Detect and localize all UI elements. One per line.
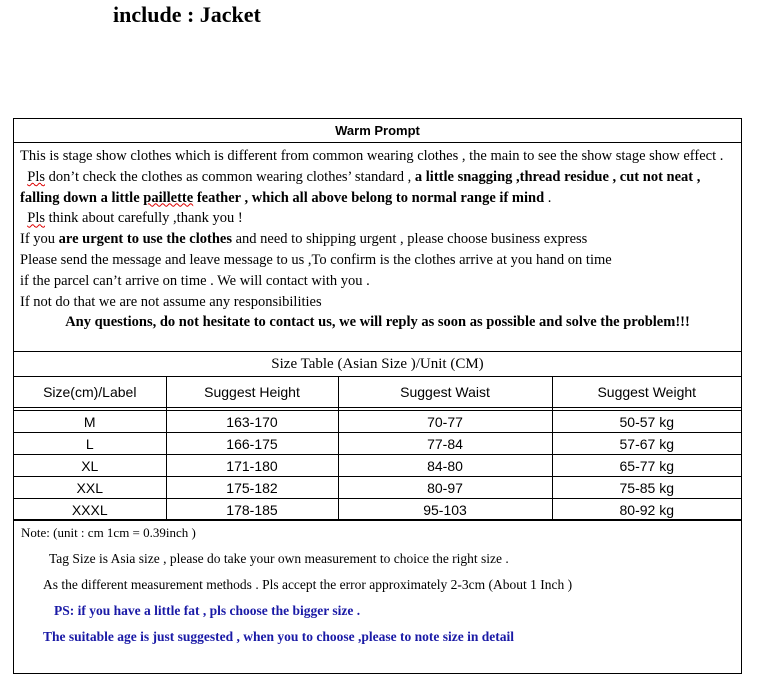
unit-note: Note: (unit : cm 1cm = 0.39inch ) (21, 525, 196, 540)
height-cell: 175-182 (166, 477, 338, 499)
warm-prompt-line (20, 229, 735, 250)
table-row (14, 411, 741, 433)
column-header: Size(cm)/Label (14, 377, 166, 408)
table-row (14, 455, 741, 477)
warm-prompt-bold: a little snagging ,thread residue , cut not neat , falling down a little (20, 168, 701, 206)
table-row (14, 433, 741, 455)
tag-size-note: Tag Size is Asia size , please do take your own measurement to choice the right size . (49, 551, 509, 566)
weight-cell: 57-67 kg (552, 433, 741, 455)
height-cell: 163-170 (166, 411, 338, 433)
waist-cell: 77-84 (338, 433, 552, 455)
page-title: include : Jacket (113, 2, 261, 27)
waist-cell: 80-97 (338, 477, 552, 499)
weight-cell: 80-92 kg (552, 499, 741, 521)
size-cell: XXXL (14, 499, 166, 521)
size-cell: XXL (14, 477, 166, 499)
warm-prompt-text: . (544, 189, 552, 206)
warm-prompt-line: If not do that we are not assume any responsibilities (20, 293, 322, 310)
size-table (14, 377, 741, 521)
weight-cell: 75-85 kg (552, 477, 741, 499)
height-cell: 178-185 (166, 499, 338, 521)
waist-cell: 84-80 (338, 455, 552, 477)
size-cell: L (14, 433, 166, 455)
weight-cell: 65-77 kg (552, 455, 741, 477)
paillette-word: paillette (143, 189, 194, 206)
warm-prompt-bold: feather , which all above belong to normal range if mind (193, 189, 545, 206)
warm-prompt-text: think about carefully ,thank you ! (45, 210, 243, 227)
warm-prompt-body (14, 143, 741, 351)
waist-cell: 70-77 (338, 411, 552, 433)
ps-note: PS: if you have a little fat , pls choose the bigger size . (54, 603, 361, 618)
table-row (14, 499, 741, 521)
warm-prompt-text: and need to shipping urgent , please choose business express (231, 231, 588, 248)
warm-prompt-line (20, 208, 735, 229)
warm-prompt-line (20, 167, 735, 209)
info-table (13, 118, 742, 674)
warm-prompt-text: If you (20, 231, 59, 248)
measurement-note: As the different measurement methods . Pls accept the error approximately 2-3cm (About 1 Inch ) (43, 577, 573, 592)
notes-section (14, 519, 741, 673)
pls-word: Pls (27, 210, 45, 227)
table-row (14, 477, 741, 499)
height-cell: 166-175 (166, 433, 338, 455)
weight-cell: 50-57 kg (552, 411, 741, 433)
warm-prompt-text: don’t check the clothes as common wearing clothes’ standard , (45, 168, 412, 185)
warm-prompt-line: if the parcel can’t arrive on time . We will contact with you . (20, 272, 370, 289)
height-cell: 171-180 (166, 455, 338, 477)
column-header: Suggest Waist (338, 377, 552, 408)
pls-word: Pls (27, 168, 45, 185)
column-header: Suggest Height (166, 377, 338, 408)
warm-prompt-bold: are urgent to use the clothes (58, 231, 232, 248)
size-cell: XL (14, 455, 166, 477)
size-table-title: Size Table (Asian Size )/Unit (CM) (14, 351, 741, 377)
warm-prompt-line: Please send the message and leave message to us ,To confirm is the clothes arrive at you hand on time (20, 251, 612, 268)
warm-prompt-heading: Warm Prompt (14, 119, 741, 143)
column-header: Suggest Weight (552, 377, 741, 408)
size-table-header-row (14, 377, 741, 408)
age-note: The suitable age is just suggested , when you to choose ,please to note size in detail (43, 629, 515, 644)
size-cell: M (14, 411, 166, 433)
waist-cell: 95-103 (338, 499, 552, 521)
warm-prompt-line: Any questions, do not hesitate to contact us, we will reply as soon as possible and solve the problem!!! (65, 314, 690, 331)
warm-prompt-line: This is stage show clothes which is different from common wearing clothes , the main to see the show stage show effect . (20, 148, 724, 164)
